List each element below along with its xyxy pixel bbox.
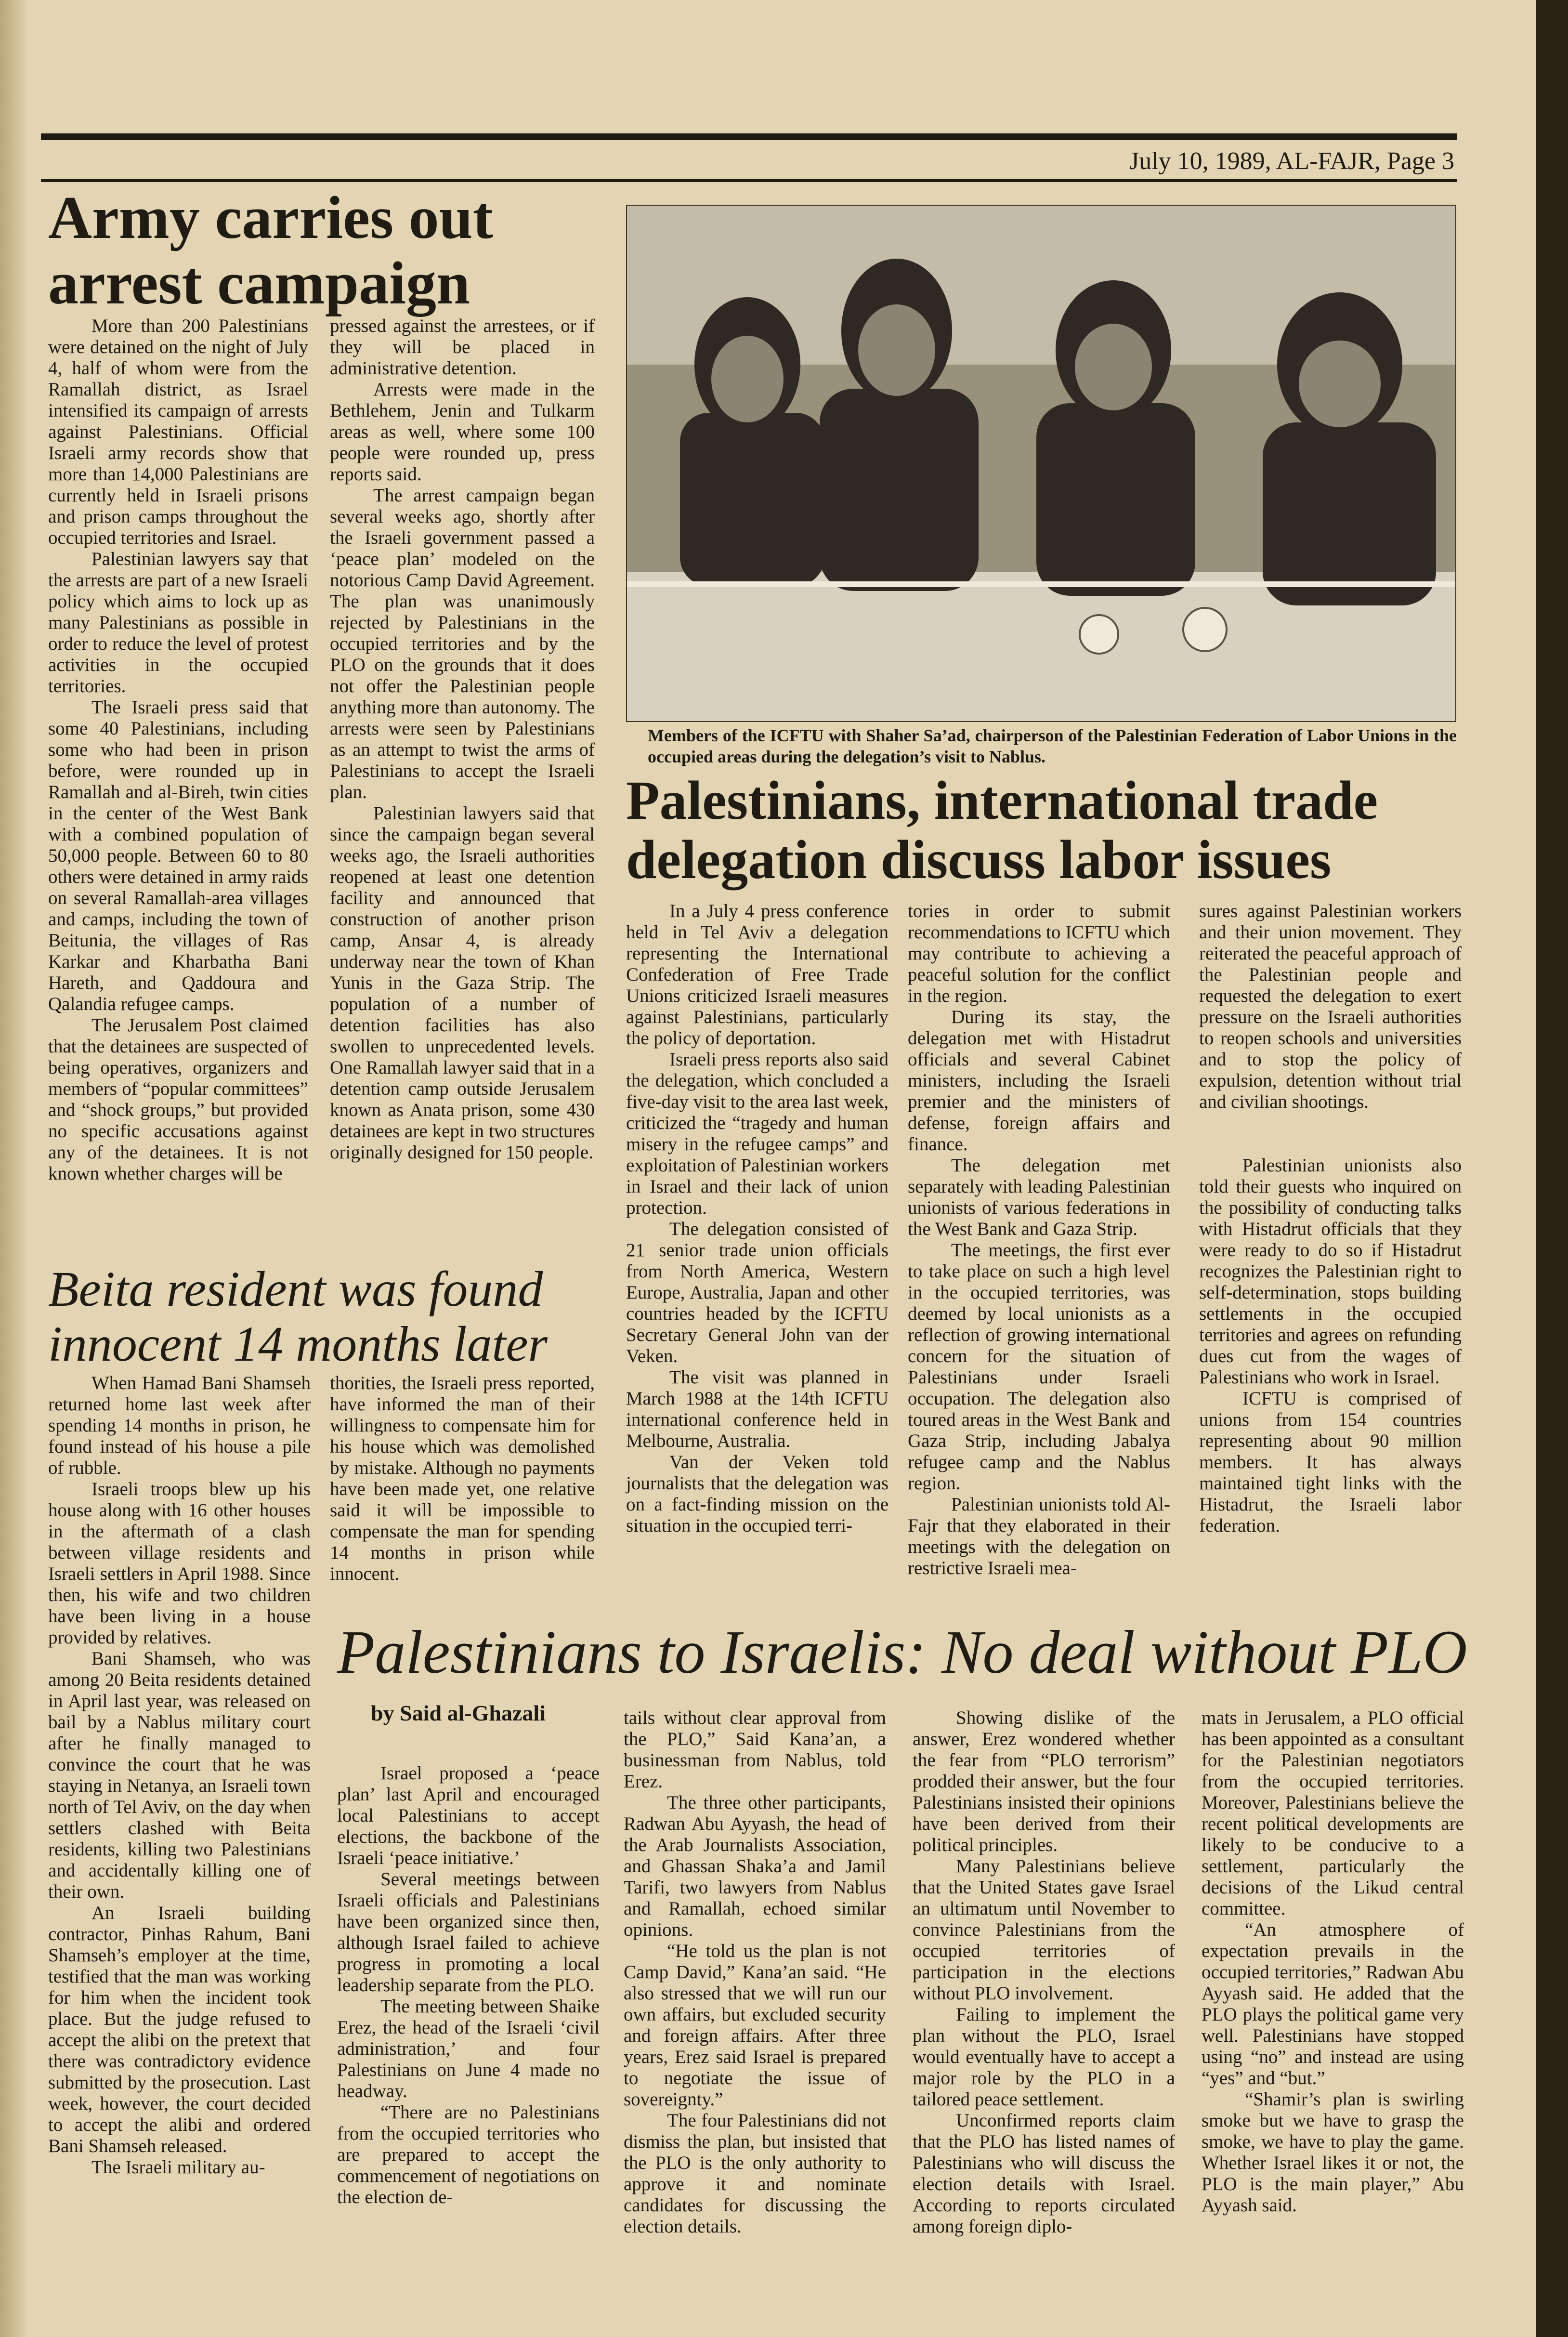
paragraph: Bani Shamseh, who was among 20 Beita residents detained in April last year, was released on bail by a Nablus military court after he finally managed to convince the court that he was staying in Netanya, an Israeli town north of Tel Aviv, on the day when settlers clashed with Beita residents, killing two Palestinians and accidentally killing one of their own. — [48, 1648, 311, 1902]
beita-headline-line-1: Beita resident was found — [48, 1261, 543, 1317]
paragraph: mats in Jerusalem, a PLO official has been appointed as a consultant for the Palestinian negotiators from the occupied territories. Moreover, Palestinians believe the recent political developments are likely to be conducive to a settlement, particularly the decisions of the Likud central committee. — [1202, 1707, 1464, 1919]
paragraph: Israeli press reports also said the delegation, which concluded a five-day visit to the area last week, criticized the “tragedy and human misery in the refugee camps” and exploitation of Palestinian workers in Israel and their lack of union protection. — [626, 1049, 889, 1218]
beita-column-1 — [48, 1373, 311, 2178]
paragraph: ICFTU is comprised of unions from 154 countries representing about 90 million members. It has always maintained tight links with the Histadrut, the Israeli labor federation. — [1199, 1388, 1462, 1536]
paragraph: Unconfirmed reports claim that the PLO has listed names of Palestinians who will discuss the election details with Israel. According to reports circulated among foreign diplo- — [913, 2110, 1175, 2237]
plo-column-2 — [624, 1707, 886, 2237]
photo-caption: Members of the ICFTU with Shaher Sa’ad, chairperson of the Palestinian Federation of Labor Unions in the occupied areas during the delegation’s visit to Nablus. — [648, 726, 1457, 766]
paragraph: sures against Palestinian workers and their union movement. They reiterated the peaceful approach of the Palestinian people and requested the delegation to exert pressure on the Israeli authorities to reopen schools and universities and to stop the policy of expulsion, detention without trial and civilian shootings. — [1199, 901, 1462, 1112]
arrest-headline-line-2: arrest campaign — [48, 250, 470, 317]
plo-column-3 — [913, 1707, 1175, 2237]
page-gutter — [0, 0, 29, 2337]
beita-column-2 — [330, 1373, 595, 1585]
labor-headline-line-2: delegation discuss labor issues — [626, 829, 1332, 891]
top-rule — [41, 133, 1457, 140]
page-edge-shadow — [1536, 0, 1568, 2337]
dateline: July 10, 1989, AL-FAJR, Page 3 — [1129, 147, 1454, 175]
plo-column-4 — [1202, 1707, 1464, 2216]
paragraph: An Israeli building contractor, Pinhas Rahum, Bani Shamseh’s employer at the time, testified that the man was working for him when the incident took place. But the judge refused to accept the alibi on the pretext that there was contradictory evidence submitted by the prosecution. Last week, however, the court decided to accept the alibi and ordered Bani Shamseh released. — [48, 1903, 311, 2156]
paragraph: The visit was planned in March 1988 at the 14th ICFTU international conference held in Melbourne, Australia. — [626, 1367, 889, 1451]
arrest-column-2 — [330, 315, 595, 1163]
paragraph: When Hamad Bani Shamseh returned home last week after spending 14 months in prison, he found instead of his house a pile of rubble. — [48, 1373, 311, 1478]
labor-column-2 — [908, 901, 1170, 1579]
dateline-rule — [41, 179, 1457, 182]
beita-headline — [48, 1262, 626, 1372]
delegation-photo — [626, 205, 1456, 722]
paragraph: The Jerusalem Post claimed that the detainees are suspected of being operatives, organizers and members of “popular committees” and “shock groups,” but provided no specific accusations against any of the detainees. It is not known whether charges will be — [48, 1015, 308, 1184]
arrest-headline-line-1: Army carries out — [48, 184, 493, 251]
paragraph: thorities, the Israeli press reported, have informed the man of their willingness to compensate him for his house which was demolished by mistake. Although no payments have been made yet, one relative said it will be impossible to compensate the man for spending 14 months in prison while innocent. — [330, 1373, 595, 1584]
plo-headline: Palestinians to Israelis: No deal without PLO — [337, 1618, 1467, 1686]
paragraph: Showing dislike of the answer, Erez wondered whether the fear from “PLO terrorism” prodded their answer, but the four Palestinians insisted their opinions have been derived from their political principles. — [913, 1707, 1175, 1855]
paragraph: Many Palestinians believe that the United States gave Israel an ultimatum until November to convince Palestinians from the occupied territories of participation in the elections without PLO involvement. — [913, 1856, 1175, 2004]
plo-byline: by Said al-Ghazali — [371, 1701, 546, 1725]
paragraph: Palestinian unionists told Al-Fajr that they elaborated in their meetings with the delegation on restrictive Israeli mea- — [908, 1494, 1170, 1578]
labor-column-3 — [1199, 901, 1462, 1536]
paragraph: Failing to implement the plan without the PLO, Israel would eventually have to accept a major role by the PLO in a tailored peace settlement. — [913, 2004, 1175, 2110]
paragraph: Israel proposed a ‘peace plan’ last April and encouraged local Palestinians to accept elections, the backbone of the Israeli ‘peace initiative.’ — [337, 1763, 600, 1868]
arrest-headline — [48, 185, 626, 316]
beita-headline-line-2: innocent 14 months later — [48, 1316, 548, 1372]
paragraph: In a July 4 press conference held in Tel Aviv a delegation representing the International Confederation of Free Trade Unions criticized Israeli measures against Palestinians, particularly the policy of deportation. — [626, 901, 889, 1049]
paragraph: The delegation met separately with leading Palestinian unionists of various federations in the West Bank and Gaza Strip. — [908, 1155, 1170, 1239]
paragraph: The four Palestinians did not dismiss the plan, but insisted that the PLO is the only authority to approve it and nominate candidates for discussing the election details. — [624, 2110, 886, 2237]
paragraph: “He told us the plan is not Camp David,” Kana’an said. “He also stressed that we will run our own affairs, but excluded security and foreign affairs. After three years, Erez said Israel is prepared to negotiate the issue of sovereignty.” — [624, 1941, 886, 2110]
labor-column-1 — [626, 901, 889, 1536]
paragraph: Palestinian lawyers say that the arrests are part of a new Israeli policy which aims to lock up as many Palestinians as possible in order to reduce the level of protest activities in the occupied territories. — [48, 549, 308, 696]
paragraph: The arrest campaign began several weeks ago, shortly after the Israeli government passed a ‘peace plan’ modeled on the notorious Camp David Agreement. The plan was unanimously rejected by Palestinians in the occupied territories and by the PLO on the grounds that it does not offer the Palestinian people anything more than autonomy. The arrests were seen by Palestinians as an attempt to twist the arms of Palestinians to accept the Israeli plan. — [330, 485, 595, 802]
photo-illustration — [627, 206, 1455, 721]
labor-headline-line-1: Palestinians, international trade — [626, 770, 1378, 831]
paragraph: Palestinian lawyers said that since the campaign began several weeks ago, the Israeli authorities reopened at least one detention facility and announced that construction of another prison camp, Ansar 4, is already underway near the town of Khan Yunis in the Gaza Strip. The population of a number of detention facilities has also swollen to unprecedented levels. One Ramallah lawyer said that in a detention camp outside Jerusalem known as Anata prison, some 430 detainees are kept in two structures originally designed for 150 people. — [330, 803, 595, 1163]
plo-column-1 — [337, 1763, 600, 2208]
paragraph: Palestinian unionists also told their guests who inquired on the possibility of conducting talks with Histadrut officials that they were ready to do so if Histadrut recognizes the Palestinian right to self-determination, stops building settlements in the occupied territories and agrees on refunding dues cut from the wages of Palestinians who work in Israel. — [1199, 1155, 1462, 1388]
paragraph: Van der Veken told journalists that the delegation was on a fact-finding mission on the situation in the occupied terri- — [626, 1452, 889, 1536]
paragraph: Israeli troops blew up his house along with 16 other houses in the aftermath of a clash between village residents and Israeli settlers in April 1988. Since then, his wife and two children have been living in a house provided by relatives. — [48, 1479, 311, 1648]
paragraph: Arrests were made in the Bethlehem, Jenin and Tulkarm areas as well, where some 100 people were rounded up, press reports said. — [330, 379, 595, 485]
paragraph: “An atmosphere of expectation prevails in the occupied territories,” Radwan Abu Ayyash said. He added that the PLO plays the political game very well. Palestinians have stopped using “no” and instead are using “yes” and “but.” — [1202, 1919, 1464, 2088]
paragraph: Several meetings between Israeli officials and Palestinians have been organized since then, although Israel failed to achieve progress in promoting a local leadership separate from the PLO. — [337, 1869, 600, 1996]
arrest-column-1 — [48, 315, 308, 1184]
paragraph: tories in order to submit recommendations to ICFTU which may contribute to achieving a peaceful solution for the conflict in the region. — [908, 901, 1170, 1006]
paragraph: The delegation consisted of 21 senior trade union officials from North America, Western Europe, Australia, Japan and other countries headed by the ICFTU Secretary General John van der Veken. — [626, 1219, 889, 1366]
paragraph: The meeting between Shaike Erez, the head of the Israeli ‘civil administration,’ and four Palestinians on June 4 made no headway. — [337, 1996, 600, 2101]
paragraph: “Shamir’s plan is swirling smoke but we have to grasp the smoke, we have to play the game. Whether Israel likes it or not, the PLO is the main player,” Abu Ayyash said. — [1202, 2089, 1464, 2216]
labor-headline — [626, 771, 1464, 889]
paragraph: More than 200 Palestinians were detained on the night of July 4, half of whom were from the Ramallah district, as Israel intensified its campaign of arrests against Palestinians. Official Israeli army records show that more than 14,000 Palestinians are currently held in Israeli prisons and prison camps throughout the occupied territories and Israel. — [48, 315, 308, 548]
paragraph: pressed against the arrestees, or if they will be placed in administrative detention. — [330, 315, 595, 379]
paragraph: The Israeli military au- — [91, 2157, 265, 2178]
paragraph: tails without clear approval from the PLO,” Said Kana’an, a businessman from Nablus, told Erez. — [624, 1707, 886, 1792]
paragraph: “There are no Palestinians from the occupied territories who are prepared to accept the commencement of negotiations on the election de- — [337, 2102, 600, 2207]
paragraph: The three other participants, Radwan Abu Ayyash, the head of the Arab Journalists Association, and Ghassan Shaka’a and Jamil Tarifi, two lawyers from Nablus and Ramallah, echoed similar opinions. — [624, 1792, 886, 1940]
paragraph: During its stay, the delegation met with Histadrut officials and several Cabinet ministers, including the Israeli premier and the ministers of defense, foreign affairs and finance. — [908, 1007, 1170, 1155]
paragraph: The Israeli press said that some 40 Palestinians, including some who had been in prison before, were rounded up in Ramallah and al-Bireh, twin cities in the center of the West Bank with a combined population of 50,000 people. Between 60 to 80 others were detained in army raids on several Ramallah-area villages and camps, including the town of Beitunia, the villages of Ras Karkar and Kharbatha Bani Hareth, and Qaddoura and Qalandia refugee camps. — [48, 697, 308, 1014]
paragraph: The meetings, the first ever to take place on such a high level in the occupied territories, was deemed by local unionists as a reflection of growing international concern for the situation of Palestinians under Israeli occupation. The delegation also toured areas in the West Bank and Gaza Strip, including Jabalya refugee camp and the Nablus region. — [908, 1240, 1170, 1494]
